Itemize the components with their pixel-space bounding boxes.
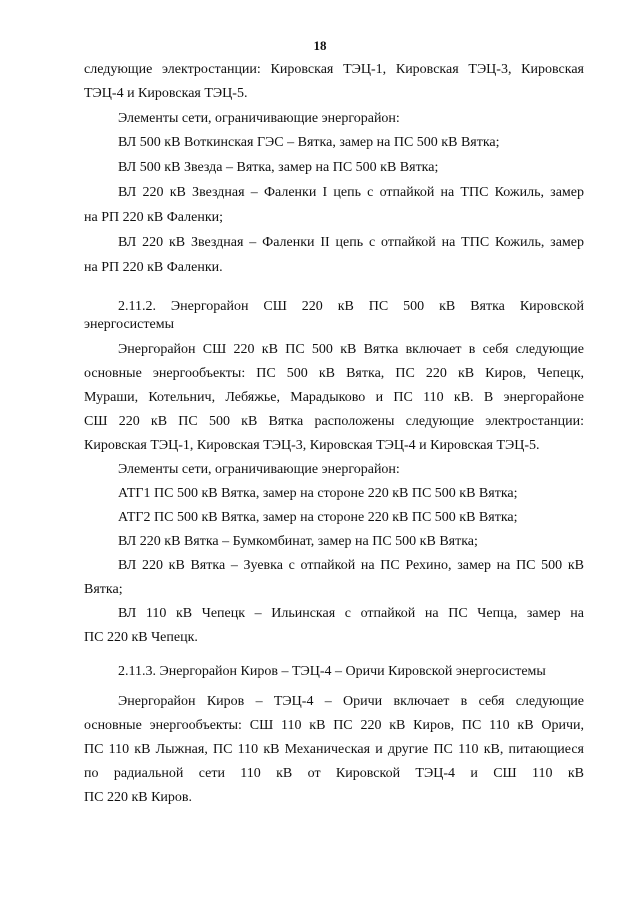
text-line: основные энергообъекты: ПС 500 кВ Вятка, ПС 220 кВ Киров, Чепецк, <box>84 366 584 381</box>
text-line: основные энергообъекты: СШ 110 кВ ПС 220 кВ Киров, ПС 110 кВ Оричи, <box>84 718 584 733</box>
text-line: Элементы сети, ограничивающие энергорайон: <box>118 462 400 477</box>
text-line: ВЛ 220 кВ Вятка – Зуевка с отпайкой на ПС Рехино, замер на ПС 500 кВ <box>118 558 584 573</box>
text-line: ВЛ 500 кВ Звезда – Вятка, замер на ПС 500 кВ Вятка; <box>118 160 439 175</box>
text-line: ВЛ 220 кВ Вятка – Бумкомбинат, замер на ПС 500 кВ Вятка; <box>118 534 478 549</box>
text-line: ВЛ 220 кВ Звездная – Фаленки II цепь с отпайкой на ТПС Кожиль, замер <box>118 235 584 250</box>
section-heading: 2.11.2. Энергорайон СШ 220 кВ ПС 500 кВ Вятка Кировской <box>118 299 584 314</box>
text-line: ВЛ 500 кВ Воткинская ГЭС – Вятка, замер на ПС 500 кВ Вятка; <box>118 135 500 150</box>
section-heading-cont: энергосистемы <box>84 317 174 332</box>
text-line: Энергорайон СШ 220 кВ ПС 500 кВ Вятка включает в себя следующие <box>118 342 584 357</box>
text-line: Вятка; <box>84 582 123 597</box>
section-heading: 2.11.3. Энергорайон Киров – ТЭЦ-4 – Оричи Кировской энергосистемы <box>118 664 546 679</box>
text-line: ТЭЦ-4 и Кировская ТЭЦ-5. <box>84 86 248 101</box>
text-line: ПС 220 кВ Чепецк. <box>84 630 198 645</box>
text-line: ПС 220 кВ Киров. <box>84 790 193 805</box>
text-line: на РП 220 кВ Фаленки. <box>84 260 223 275</box>
text-line: Кировская ТЭЦ-1, Кировская ТЭЦ-3, Кировская ТЭЦ-4 и Кировская ТЭЦ-5. <box>84 438 540 453</box>
text-line: ВЛ 220 кВ Звездная – Фаленки I цепь с отпайкой на ТПС Кожиль, замер <box>118 185 584 200</box>
text-line: по радиальной сети 110 кВ от Кировской ТЭЦ-4 и СШ 110 кВ <box>84 766 584 781</box>
text-line: ПС 110 кВ Лыжная, ПС 110 кВ Механическая и другие ПС 110 кВ, питающиеся <box>84 742 584 757</box>
page-number: 18 <box>313 38 327 53</box>
text-line: следующие электростанции: Кировская ТЭЦ-1, Кировская ТЭЦ-3, Кировская <box>84 62 584 77</box>
text-line: СШ 220 кВ ПС 500 кВ Вятка расположены следующие электростанции: <box>84 414 584 429</box>
text-line: АТГ1 ПС 500 кВ Вятка, замер на стороне 220 кВ ПС 500 кВ Вятка; <box>118 486 518 501</box>
text-line: АТГ2 ПС 500 кВ Вятка, замер на стороне 220 кВ ПС 500 кВ Вятка; <box>118 510 518 525</box>
text-line: Энергорайон Киров – ТЭЦ-4 – Оричи включает в себя следующие <box>118 694 584 709</box>
text-line: ВЛ 110 кВ Чепецк – Ильинская с отпайкой на ПС Чепца, замер на <box>118 606 584 621</box>
text-line: Мураши, Котельнич, Лебяжье, Марадыково и ПС 110 кВ. В энергорайоне <box>84 390 584 405</box>
text-line: Элементы сети, ограничивающие энергорайон: <box>118 111 400 126</box>
text-line: на РП 220 кВ Фаленки; <box>84 210 224 225</box>
